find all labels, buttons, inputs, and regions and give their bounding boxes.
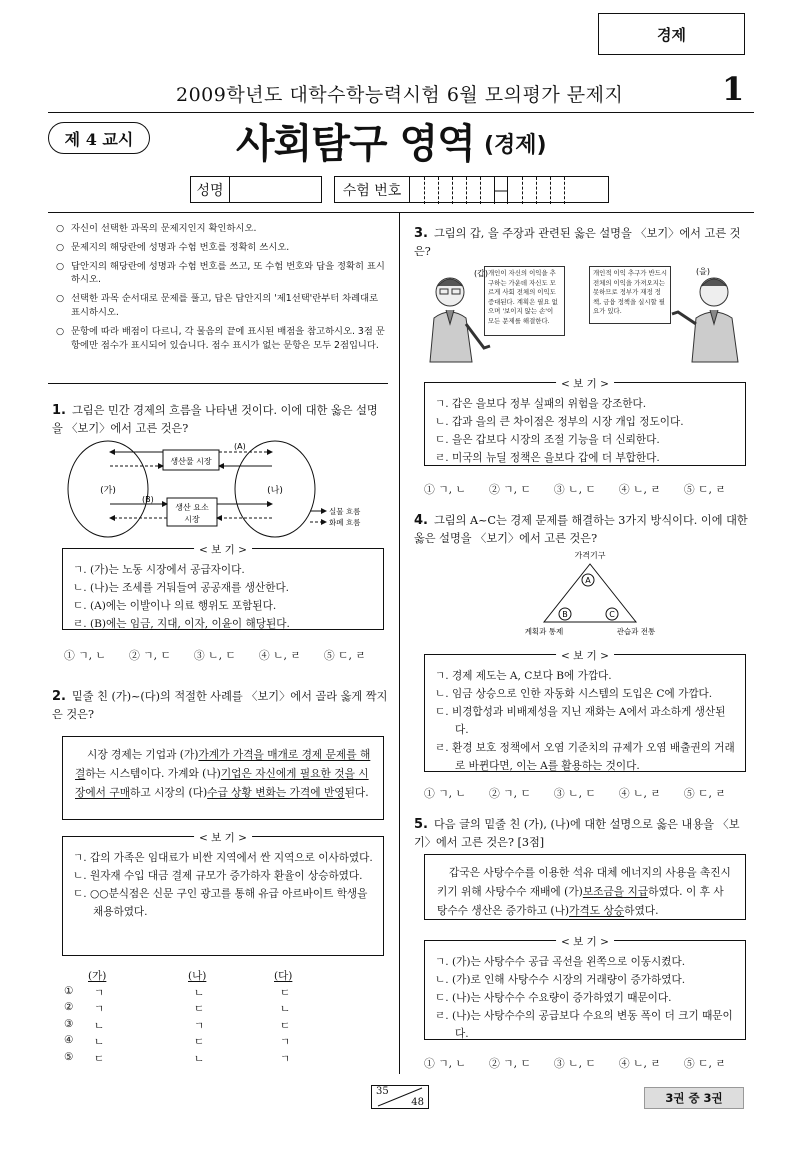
bogi-item: ㄹ. (B)에는 임금, 지대, 이자, 이윤이 해당된다. xyxy=(73,618,290,630)
bogi-item: ㄴ. 갑과 을의 큰 차이점은 정부의 시장 개입 정도이다. xyxy=(435,416,684,428)
legend-money: 화폐 흐름 xyxy=(329,518,361,527)
grid-row[interactable]: ② ㄱ ㄷ ㄴ xyxy=(64,1001,291,1015)
eul-speech-bubble: 개인적 이익 추구가 반드시 전체의 이익을 가져오지는 못하므로 정부가 재정 정책, 금융 정책을 실시할 필요가 있다. xyxy=(589,266,671,324)
choice-option[interactable]: ⑤ ㄷ, ㄹ xyxy=(683,483,726,496)
passage-text: 갑국은 사탕수수를 이용한 석유 대체 에너지의 사용을 촉진시키기 위해 사탕수수 재배에 (가) xyxy=(437,866,731,898)
exam-number-field[interactable] xyxy=(410,176,609,203)
question-number: 3. xyxy=(414,226,428,241)
underlined-a: 가계가 가격을 매개로 경제 문제를 해결 xyxy=(75,748,371,780)
q5-bogi-box xyxy=(424,936,746,1040)
choice-option[interactable]: ① ㄱ, ㄴ xyxy=(424,1057,466,1070)
tri-right-label: 관습과 전통 xyxy=(616,627,656,636)
bogi-label: < 보 기 > xyxy=(556,647,614,665)
bogi-item: ㄱ. 경제 제도는 A, C보다 B에 가깝다. xyxy=(435,670,612,682)
choice-option[interactable]: ② ㄱ, ㄷ xyxy=(128,649,171,662)
exam-number-label: 수험 번호 xyxy=(334,176,410,203)
question-number: 2. xyxy=(52,689,66,704)
bogi-item: ㄷ. (A)에는 이발이나 의료 행위도 포함된다. xyxy=(73,600,277,612)
bogi-item: ㄱ. 갑의 가족은 임대료가 비싼 지역에서 싼 지역으로 이사하였다. xyxy=(73,852,373,864)
question-4 xyxy=(414,512,750,547)
question-5 xyxy=(414,816,750,851)
section-title: 사회탐구 영역 xyxy=(236,121,475,167)
passage-text: 하는 시스템이다. 가계와 (나) xyxy=(85,767,221,780)
passage-text: 시장 경제는 기업과 (가) xyxy=(87,748,199,761)
choice-option[interactable]: ③ ㄴ, ㄷ xyxy=(553,483,596,496)
name-label: 성명 xyxy=(190,176,230,203)
bogi-label: < 보 기 > xyxy=(194,541,252,559)
factor-market-label-1: 생산 요소 xyxy=(175,503,209,512)
bogi-item: ㄷ. (나)는 사탕수수 수요량이 증가하였기 때문이다. xyxy=(435,992,672,1004)
bogi-item: ㄱ. 갑은 을보다 정부 실패의 위험을 강조한다. xyxy=(435,398,647,410)
q1-choices xyxy=(64,648,389,663)
q3-choices xyxy=(424,482,749,497)
question-number: 1. xyxy=(52,403,66,418)
choice-option[interactable]: ④ ㄴ, ㄹ xyxy=(618,1057,661,1070)
bogi-label: < 보 기 > xyxy=(556,933,614,951)
q3-bogi-box xyxy=(424,378,746,466)
grid-row[interactable]: ④ ㄴ ㄷ ㄱ xyxy=(64,1034,291,1048)
choice-option[interactable]: ③ ㄴ, ㄷ xyxy=(553,1057,596,1070)
page-total: 48 xyxy=(411,1097,424,1108)
choice-option[interactable]: ③ ㄴ, ㄷ xyxy=(553,787,596,800)
instructions-rule xyxy=(48,383,388,384)
choice-option[interactable]: ① ㄱ, ㄴ xyxy=(64,649,106,662)
person-gap-figure xyxy=(430,278,490,362)
person-eul-figure xyxy=(672,278,738,362)
instruction-item: ○ 문제지의 해당란에 성명과 수험 번호를 정확히 쓰시오. xyxy=(56,241,388,255)
legend-real: 실물 흐름 xyxy=(329,507,361,516)
q2-bogi-box xyxy=(62,832,384,956)
column-divider xyxy=(399,212,400,1074)
economic-system-triangle xyxy=(520,548,660,640)
bogi-item: ㄱ. (가)는 사탕수수 공급 곡선을 왼쪽으로 이동시켰다. xyxy=(435,956,686,968)
name-field[interactable] xyxy=(230,176,322,203)
question-text: 그림의 갑, 을 주장과 관련된 옳은 설명을 〈보기〉에서 고른 것은? xyxy=(414,227,741,258)
product-market-label: 생산물 시장 xyxy=(170,457,212,466)
question-2 xyxy=(52,688,388,723)
bogi-item: ㄷ. 비경합성과 비배제성을 지닌 재화는 A에서 과소하게 생산된다. xyxy=(435,706,726,736)
gap-label: (갑) xyxy=(474,269,488,278)
question-number: 4. xyxy=(414,513,428,528)
bogi-item: ㄴ. 임금 상승으로 인한 자동화 시스템의 도입은 C에 가깝다. xyxy=(435,688,713,700)
choice-option[interactable]: ③ ㄴ, ㄷ xyxy=(193,649,236,662)
exam-number-dash: — xyxy=(494,177,508,204)
factor-market-label-2: 시장 xyxy=(184,515,200,524)
question-text: 다음 글의 밑줄 친 (가), (나)에 대한 설명으로 옳은 내용을 〈보기〉에서 고른 것은? [3점] xyxy=(414,818,740,849)
choice-option[interactable]: ② ㄱ, ㄷ xyxy=(488,1057,531,1070)
choice-option[interactable]: ① ㄱ, ㄴ xyxy=(424,787,466,800)
choice-option[interactable]: ④ ㄴ, ㄹ xyxy=(618,787,661,800)
choice-option[interactable]: ④ ㄴ, ㄹ xyxy=(618,483,661,496)
debate-illustration xyxy=(420,262,750,370)
underlined-c: 수급 상황 변화는 가격에 반영 xyxy=(207,786,345,799)
name-exam-number-row xyxy=(190,176,609,203)
page-fraction xyxy=(371,1085,429,1109)
question-text: 그림은 민간 경제의 흐름을 나타낸 것이다. 이에 대한 옳은 설명을 〈보기〉에서 고른 것은? xyxy=(52,404,378,435)
bogi-item: ㄴ. 원자재 수입 대금 결제 규모가 증가하자 환율이 상승하였다. xyxy=(73,870,363,882)
bogi-item: ㄹ. 미국의 뉴딜 정책은 을보다 갑에 더 부합한다. xyxy=(435,452,660,464)
eul-label: (을) xyxy=(696,267,710,276)
bogi-item: ㄱ. (가)는 노동 시장에서 공급자이다. xyxy=(73,564,245,576)
choice-option[interactable]: ⑤ ㄷ, ㄹ xyxy=(683,787,726,800)
left-ellipse-label: (가) xyxy=(100,486,116,496)
grid-header-cell: (나) xyxy=(188,970,207,982)
question-number: 5. xyxy=(414,817,428,832)
underlined-a: 보조금을 지급 xyxy=(582,885,649,898)
underlined-b: 기업은 자신에게 필요한 것을 시장에서 구매 xyxy=(75,767,369,799)
q2-passage xyxy=(62,736,384,820)
q5-passage xyxy=(424,854,746,920)
underlined-b: 가격도 상승 xyxy=(569,904,625,917)
choice-option[interactable]: ② ㄱ, ㄷ xyxy=(488,483,531,496)
page-current: 35 xyxy=(376,1086,389,1097)
tri-a: A xyxy=(585,576,591,585)
instructions xyxy=(56,222,388,357)
tri-left-label: 계획과 통제 xyxy=(524,627,564,636)
section-subject: (경제) xyxy=(484,133,547,158)
tri-b: B xyxy=(562,610,568,619)
bogi-item: ㄹ. (나)는 사탕수수의 공급보다 수요의 변동 폭이 더 크기 때문이다. xyxy=(435,1010,733,1040)
label-a: (A) xyxy=(234,442,246,451)
bogi-label: < 보 기 > xyxy=(556,375,614,393)
instruction-item: ○ 문항에 따라 배점이 다르니, 각 물음의 끝에 표시된 배점을 참고하시오. 3점 문항에만 점수가 표시되어 있습니다. 점수 표시가 없는 문항은 모두 2점입니다. xyxy=(56,325,388,353)
q2-answer-grid xyxy=(64,968,364,1067)
choice-option[interactable]: ⑤ ㄷ, ㄹ xyxy=(323,649,366,662)
question-1 xyxy=(52,402,388,437)
choice-option[interactable]: ④ ㄴ, ㄹ xyxy=(258,649,301,662)
q5-choices xyxy=(424,1056,749,1071)
passage-text: 하고 시장의 (다) xyxy=(130,786,208,799)
gap-speech-bubble: 개인이 자신의 이익을 추구하는 가운데 자신도 모르게 사회 전체의 이익도 증대된다. 계획은 필요 없으며 '보이지 않는 손'이 모든 문제를 해결한다. xyxy=(484,266,565,336)
bogi-label: < 보 기 > xyxy=(194,829,252,847)
grid-header xyxy=(64,968,364,985)
tri-top-label: 가격기구 xyxy=(574,551,606,560)
period-badge: 제 4 교시 xyxy=(48,122,150,154)
q4-choices xyxy=(424,786,749,801)
bogi-item: ㄹ. 환경 보호 정책에서 오염 기준치의 규제가 오염 배출권의 거래로 바뀐다면, 이는 A를 활용하는 것이다. xyxy=(435,742,735,772)
subject-box: 경제 xyxy=(598,13,745,55)
q1-bogi-box xyxy=(62,544,384,630)
exam-title: 2009학년도 대학수학능력시험 6월 모의평가 문제지 xyxy=(176,84,624,106)
instruction-item: ○ 답안지의 해당란에 성명과 수험 번호를 쓰고, 또 수험 번호와 답을 정확히 표시하시오. xyxy=(56,260,388,288)
question-text: 밑줄 친 (가)~(다)의 적절한 사례를 〈보기〉에서 골라 옳게 짝지은 것은? xyxy=(52,690,388,721)
grid-row[interactable]: ⑤ ㄷ ㄴ ㄱ xyxy=(64,1050,291,1065)
choice-option[interactable]: ⑤ ㄷ, ㄹ xyxy=(683,1057,726,1070)
instruction-item: ○ 자신이 선택한 과목의 문제지인지 확인하시오. xyxy=(56,222,388,236)
passage-text: 된다. xyxy=(344,786,369,799)
right-ellipse-label: (나) xyxy=(267,486,283,496)
page-number: 1 xyxy=(722,70,745,108)
top-rule xyxy=(48,212,754,213)
choice-option[interactable]: ② ㄱ, ㄷ xyxy=(488,787,531,800)
label-b: (B) xyxy=(142,495,154,504)
passage-text: 하였다. xyxy=(624,904,659,917)
grid-header-cell: (다) xyxy=(274,970,293,982)
grid-row[interactable]: ① ㄱ ㄴ ㄷ xyxy=(64,984,291,999)
grid-row[interactable]: ③ ㄴ ㄱ ㄷ xyxy=(64,1017,291,1032)
volume-badge: 3권 중 3권 xyxy=(644,1087,744,1109)
passage-text: 하였다. 이 후 사탕수수 생산은 증가하고 (나) xyxy=(437,885,724,917)
bogi-item: ㄴ. (가)로 인해 사탕수수 시장의 거래량이 증가하였다. xyxy=(435,974,686,986)
circular-flow-diagram xyxy=(62,438,382,540)
question-text: 그림의 A~C는 경제 문제를 해결하는 3가지 방식이다. 이에 대한 옳은 설명을 〈보기〉에서 고른 것은? xyxy=(414,514,748,545)
bogi-item: ㄷ. ○○분식점은 신문 구인 광고를 통해 유급 아르바이트 학생을 채용하였다. xyxy=(73,888,368,918)
tri-c: C xyxy=(609,610,615,619)
q4-bogi-box xyxy=(424,650,746,772)
bogi-item: ㄴ. (나)는 조세를 거둬들여 공공재를 생산한다. xyxy=(73,582,290,594)
bogi-item: ㄷ. 을은 갑보다 시장의 조절 기능을 더 신뢰한다. xyxy=(435,434,660,446)
grid-header-cell: (가) xyxy=(88,970,107,982)
question-3 xyxy=(414,225,750,260)
instruction-item: ○ 선택한 과목 순서대로 문제를 풀고, 답은 답안지의 '제1선택'란부터 차례대로 표시하시오. xyxy=(56,292,388,320)
choice-option[interactable]: ① ㄱ, ㄴ xyxy=(424,483,466,496)
